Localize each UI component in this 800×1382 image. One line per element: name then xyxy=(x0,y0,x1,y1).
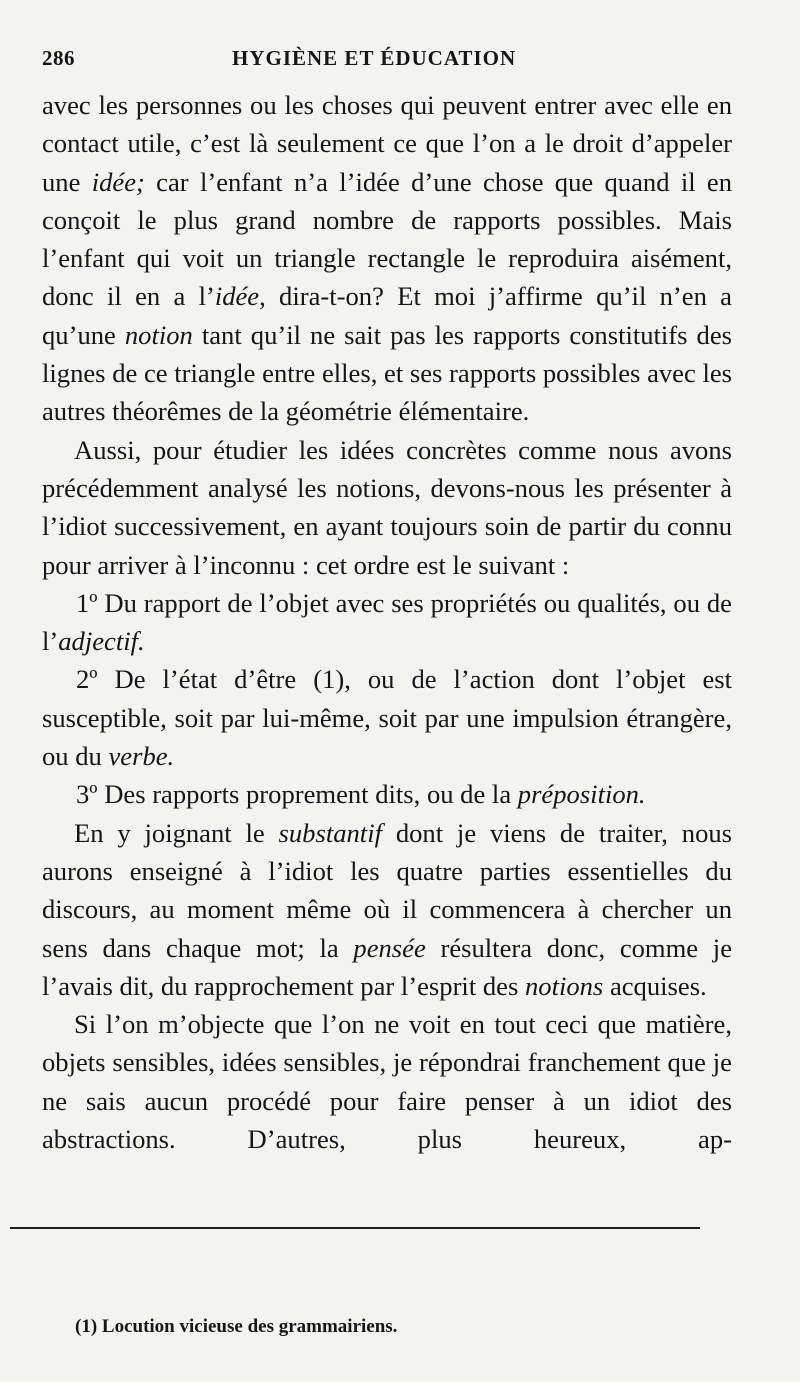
text-run: acquises. xyxy=(603,970,707,1001)
text-run: , dira-t-on? Et moi j’affirme qu’il n’en a qu’une xyxy=(42,281,732,350)
paragraph-en-y-joignant xyxy=(42,814,732,1005)
italic-term: idée xyxy=(214,281,260,312)
italic-term: substantif xyxy=(278,817,382,848)
footnote: (1) Locution vicieuse des grammairiens. xyxy=(75,1316,398,1337)
list-item-adjectif xyxy=(42,584,732,661)
list-item-verbe xyxy=(42,660,732,775)
page-number: 286 xyxy=(42,46,75,70)
italic-term: verbe. xyxy=(108,741,175,772)
text-run: tant qu’il ne sait pas les rapports constitutifs des lignes de ce triangle entre elles, et ses rapports possibles avec les autres théorêmes de la géométrie élémentaire. xyxy=(42,319,732,427)
italic-term: préposition. xyxy=(517,779,646,810)
italic-term: notion xyxy=(124,319,193,350)
body-text xyxy=(42,86,732,1158)
text-run: car l’enfant n’a l’idée d’une chose que quand il en conçoit le plus grand nombre de rapports possibles. Mais l’enfant qui voit un triangle rectangle le reproduira aisément, donc il en a l’ xyxy=(42,166,733,312)
running-header xyxy=(42,40,732,74)
italic-term: pensée xyxy=(353,932,426,963)
book-page xyxy=(42,40,732,1158)
italic-term: adjectif. xyxy=(58,626,145,657)
text-run: 3º Des rapports proprement dits, ou de la xyxy=(76,779,518,810)
text-run: 1º Du rapport de l’objet avec ses propriétés ou qualités, ou de l’ xyxy=(42,587,732,657)
text-run: En y joignant le xyxy=(74,817,279,848)
italic-term: notions xyxy=(524,970,604,1001)
running-title: HYGIÈNE ET ÉDUCATION xyxy=(232,46,517,70)
paragraph-si-l-on: Si l’on m’objecte que l’on ne voit en tout ceci que matière, objets sensibles, idées sensibles, je répondrai franchement que je ne sais aucun procédé pour faire penser à un idiot des abstractions. D’autres, plus heureux, ap- xyxy=(42,1009,732,1155)
text-run: résultera donc, comme je l’avais dit, du rapprochement par l’esprit des xyxy=(42,932,732,1001)
italic-term: idée; xyxy=(91,166,145,197)
paragraph-continued xyxy=(42,86,732,431)
text-run: avec les personnes ou les choses qui peuvent entrer avec elle en contact utile, c’est là seulement ce que l’on a le droit d’appeler une xyxy=(42,90,732,197)
text-run: dont je viens de traiter, nous aurons enseigné à l’idiot les quatre parties essentielles du discours, au moment même où il commencera à chercher un sens dans chaque mot; la xyxy=(42,817,733,963)
footnote-divider xyxy=(10,1227,700,1229)
text-run: , ou de l’action dont l’objet est susceptible, soit par lui-même, soit par une impulsion étrangère, ou du xyxy=(42,664,732,772)
paragraph-aussi: Aussi, pour étudier les idées concrètes comme nous avons précédemment analysé les notions, devons-nous les présenter à l’idiot successivement, en ayant toujours soin de partir du connu pour arriver à l’inconnu : cet ordre est le suivant : xyxy=(42,434,732,580)
footnote-reference[interactable]: (1) xyxy=(313,664,345,695)
text-run: 2º De l’état d’être xyxy=(76,664,314,695)
list-item-preposition xyxy=(42,775,732,813)
